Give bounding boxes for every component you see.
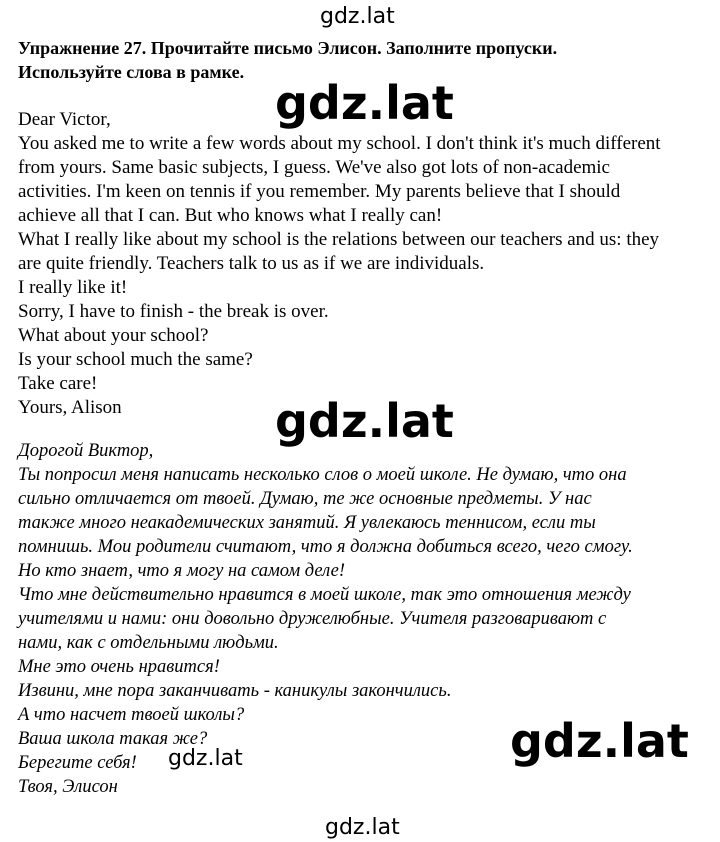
- watermark-bottom: gdz.lat: [325, 815, 400, 840]
- watermark-top: gdz.lat: [320, 4, 395, 29]
- watermark-large-3: gdz.lat: [510, 714, 689, 768]
- english-line: from yours. Same basic subjects, I guess. We've also got lots of non-academic: [18, 157, 610, 178]
- russian-line: Но кто знает, что я могу на самом деле!: [18, 561, 346, 581]
- watermark-large-1: gdz.lat: [275, 76, 454, 130]
- russian-line: Мне это очень нравится!: [18, 657, 220, 677]
- english-line: Sorry, I have to finish - the break is over.: [18, 301, 329, 322]
- russian-line: Ваша школа такая же?: [18, 729, 208, 749]
- english-line: What I really like about my school is the relations between our teachers and us: they: [18, 229, 660, 250]
- english-line: are quite friendly. Teachers talk to us as if we are individuals.: [18, 253, 485, 274]
- english-letter: [18, 108, 718, 420]
- russian-line: учителями и нами: они довольно дружелюбные. Учителя разговаривают с: [18, 609, 607, 629]
- russian-line: Ты попросил меня написать несколько слов о моей школе. Не думаю, что она: [18, 465, 627, 485]
- russian-line: также много неакадемических занятий. Я увлекаюсь теннисом, если ты: [18, 513, 596, 533]
- watermark-small-inline: gdz.lat: [168, 746, 243, 771]
- english-line: Yours, Alison: [18, 397, 122, 418]
- exercise-title-line-2: Используйте слова в рамке.: [18, 62, 245, 82]
- russian-line: Твоя, Элисон: [18, 777, 118, 797]
- english-line: I really like it!: [18, 277, 128, 298]
- watermark-large-2: gdz.lat: [275, 394, 454, 448]
- english-line: Is your school much the same?: [18, 349, 253, 370]
- russian-line: Дорогой Виктор,: [18, 441, 154, 461]
- russian-line: Извини, мне пора заканчивать - каникулы закончились.: [18, 681, 452, 701]
- english-line: achieve all that I can. But who knows what I really can!: [18, 205, 443, 226]
- english-line: Dear Victor,: [18, 109, 111, 130]
- russian-line: сильно отличается от твоей. Думаю, те же основные предметы. У нас: [18, 489, 592, 509]
- exercise-title-line-1: Упражнение 27. Прочитайте письмо Элисон. Заполните пропуски.: [18, 38, 558, 58]
- russian-line: Что мне действительно нравится в моей школе, так это отношения между: [18, 585, 631, 605]
- english-line: activities. I'm keen on tennis if you remember. My parents believe that I should: [18, 181, 621, 202]
- russian-line: нами, как с отдельными людьми.: [18, 633, 279, 653]
- english-line: You asked me to write a few words about my school. I don't think it's much different: [18, 133, 661, 154]
- english-line: What about your school?: [18, 325, 209, 346]
- russian-line: помнишь. Мои родители считают, что я должна добиться всего, чего смогу.: [18, 537, 633, 557]
- english-line: Take care!: [18, 373, 98, 394]
- russian-line: А что насчет твоей школы?: [18, 705, 245, 725]
- russian-line: Берегите себя!: [18, 753, 137, 773]
